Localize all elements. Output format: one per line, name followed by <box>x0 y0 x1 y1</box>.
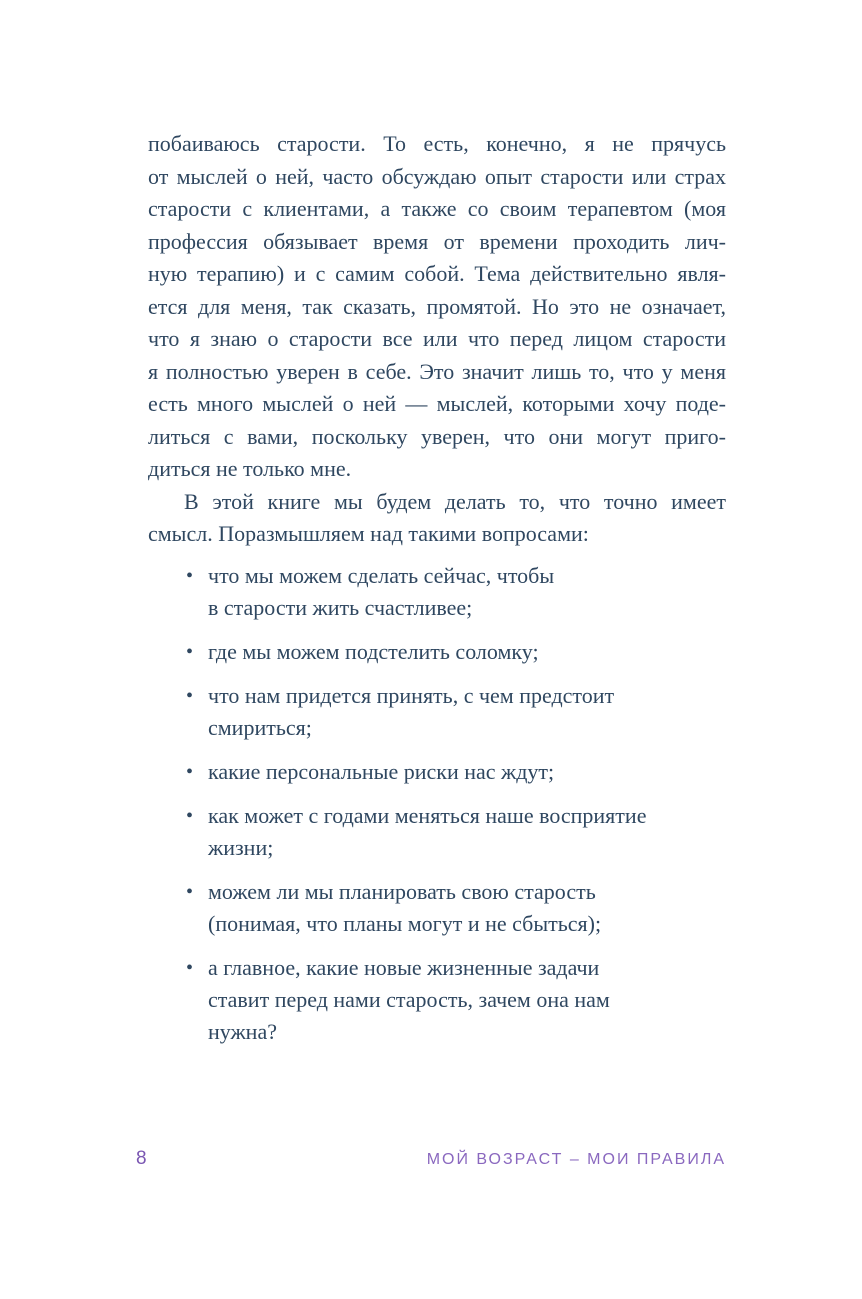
questions-list <box>186 560 726 1060</box>
bullet-icon: • <box>186 565 194 587</box>
list-item <box>186 560 726 624</box>
paragraph-1-line: есть много мыслей о ней — мыслей, которыми хочу поде- <box>148 391 726 416</box>
bullet-icon: • <box>186 957 194 979</box>
paragraph-1-line: профессия обязывает время от времени проходить лич- <box>148 228 726 254</box>
list-item-line: а главное, какие новые жизненные задачи <box>208 955 600 980</box>
list-item-line: можем ли мы планировать свою старость <box>208 879 596 904</box>
page-number: 8 <box>136 1148 147 1169</box>
list-item-line: нужна? <box>208 1019 277 1044</box>
list-item <box>186 952 726 1048</box>
bullet-icon: • <box>186 761 194 783</box>
list-item-line: жизни; <box>208 835 274 860</box>
list-item-line: как может с годами меняться наше восприятие <box>208 803 647 828</box>
paragraph-1-line: от мыслей о ней, часто обсуждаю опыт старости или страх <box>148 163 726 189</box>
list-item <box>186 876 726 940</box>
list-item-line: (понимая, что планы могут и не сбыться); <box>208 911 602 936</box>
list-item-line: в старости жить счастливее; <box>208 595 473 620</box>
paragraph-1-line: ется для меня, так сказать, промятой. Но это не означает, <box>148 293 726 319</box>
list-item-line: смириться; <box>208 715 312 740</box>
list-item <box>186 800 726 864</box>
bullet-icon: • <box>186 685 194 707</box>
list-item-line: где мы можем подстелить соломку; <box>208 639 539 664</box>
list-item-line: что мы можем сделать сейчас, чтобы <box>208 563 555 588</box>
paragraph-1-line: я полностью уверен в себе. Это значит лишь то, что у меня <box>148 358 726 384</box>
paragraph-1-line: литься с вами, поскольку уверен, что они могут приго- <box>148 423 726 449</box>
running-title: МОЙ ВОЗРАСТ – МОИ ПРАВИЛА <box>426 1151 726 1168</box>
paragraph-2-line: смысл. Поразмышляем над такими вопросами: <box>148 521 589 546</box>
paragraph-1-line: старости с клиентами, а также со своим терапевтом (моя <box>148 196 726 221</box>
list-item-line: ставит перед нами старость, зачем она нам <box>208 987 610 1012</box>
paragraph-1-line: диться не только мне. <box>148 456 352 481</box>
list-item-line: какие персональные риски нас ждут; <box>208 759 555 784</box>
paragraph-2-line: В этой книге мы будем делать то, что точно имеет <box>184 488 726 514</box>
paragraph-1-line: что я знаю о старости все или что перед лицом старости <box>148 326 726 351</box>
bullet-icon: • <box>186 805 194 827</box>
bullet-icon: • <box>186 881 194 903</box>
main-text <box>148 128 726 551</box>
list-item <box>186 680 726 744</box>
bullet-icon: • <box>186 641 194 663</box>
list-item <box>186 636 726 668</box>
paragraph-1-line: ную терапию) и с самим собой. Тема действительно явля- <box>148 261 726 286</box>
paragraph-1-line: побаиваюсь старости. То есть, конечно, я не прячусь <box>148 131 726 156</box>
list-item-line: что нам придется принять, с чем предстоит <box>208 683 615 708</box>
list-item <box>186 756 726 788</box>
